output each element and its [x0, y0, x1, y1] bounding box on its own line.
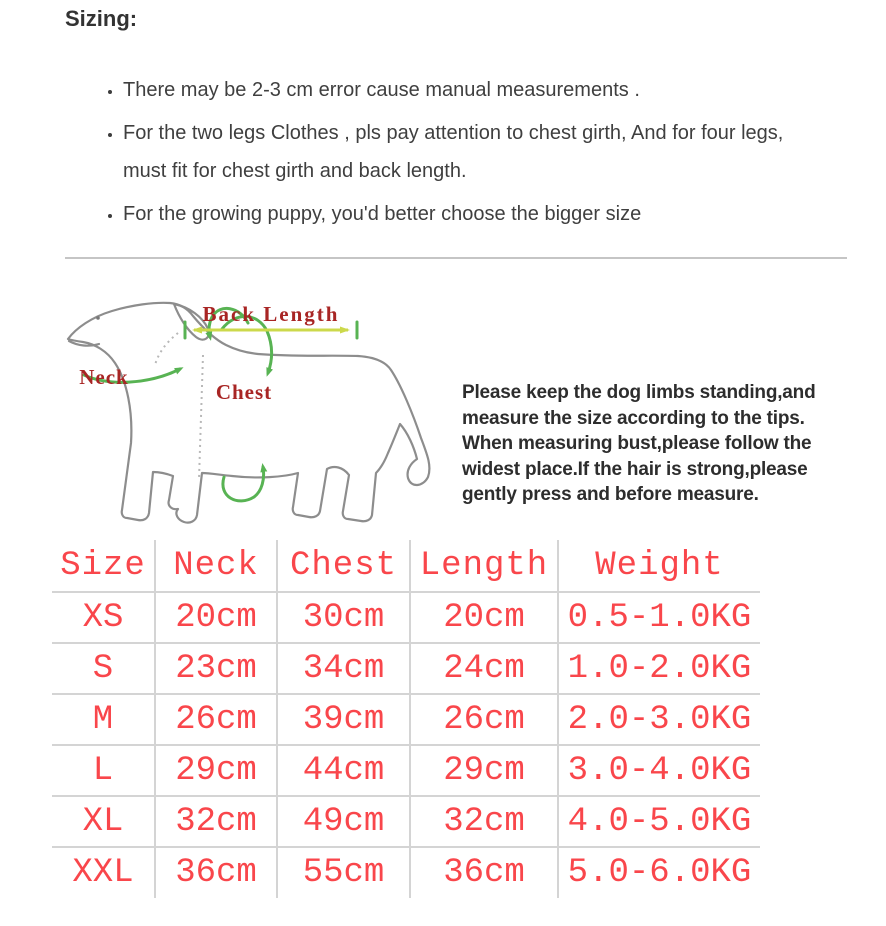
measure-guides: [155, 333, 203, 479]
col-header-size: Size: [52, 540, 155, 592]
sizing-note: • There may be 2-3 cm error cause manual measurements .: [123, 71, 827, 109]
sizing-notes-list: [85, 71, 827, 238]
cell-weight: 5.0-6.0KG: [567, 854, 752, 892]
cell-weight: 3.0-4.0KG: [558, 745, 760, 796]
table-row: [52, 694, 760, 745]
cell-chest: 34cm: [277, 643, 410, 694]
size-chart-table: [52, 540, 760, 898]
cell-neck: 32cm: [155, 796, 277, 847]
cell-size: L: [52, 745, 155, 796]
col-header-weight: Weight: [558, 540, 760, 592]
cell-weight: 2.0-3.0KG: [558, 694, 760, 745]
cell-size: XL: [52, 796, 155, 847]
table-header-row: [52, 540, 760, 592]
cell-neck: 36cm: [155, 847, 277, 898]
cell-chest: 55cm: [277, 847, 410, 898]
dog-eye: [96, 316, 100, 320]
cell-neck: 26cm: [155, 694, 277, 745]
dog-outline: [68, 303, 429, 523]
cell-weight: 4.0-5.0KG: [558, 796, 760, 847]
table-row: [52, 745, 760, 796]
cell-size: XXL: [52, 847, 155, 898]
cell-size: XS: [52, 592, 155, 643]
sizing-note: • For the growing puppy, you'd better choose the bigger size: [123, 195, 827, 233]
measuring-tips: [462, 380, 815, 508]
cell-length: 26cm: [410, 694, 558, 745]
col-header-neck: Neck: [155, 540, 277, 592]
cell-neck: 23cm: [155, 643, 277, 694]
section-title: Sizing:: [65, 6, 138, 31]
tips-line: Please keep the dog limbs standing,and: [462, 382, 816, 403]
tips-line: gently press and before measure.: [462, 484, 759, 505]
chest-bottom-arrow: [223, 467, 264, 501]
col-header-chest: Chest: [277, 540, 410, 592]
cell-length: 32cm: [410, 796, 558, 847]
chest-label: Chest: [215, 380, 273, 404]
tips-line: When measuring bust,please follow the: [462, 433, 812, 454]
table-row: [52, 796, 760, 847]
cell-length: 24cm: [410, 643, 558, 694]
table-row: [52, 592, 760, 643]
chest-guide-dashed: [199, 355, 203, 479]
neck-label: Neck: [79, 365, 129, 389]
cell-neck: 20cm: [155, 592, 277, 643]
neck-guide-dashed: [155, 333, 178, 365]
cell-chest: 39cm: [277, 694, 410, 745]
cell-chest: 30cm: [277, 592, 410, 643]
cell-neck: 29cm: [155, 745, 277, 796]
dog-measurement-diagram: [62, 283, 442, 528]
measurement-figure: [0, 260, 886, 538]
cell-length: 20cm: [410, 592, 558, 643]
table-row: [52, 847, 760, 898]
cell-length: 36cm: [410, 847, 558, 898]
cell-weight: 1.0-2.0KG: [558, 643, 760, 694]
cell-weight: 0.5-1.0KG: [558, 592, 760, 643]
tips-line: measure the size according to the tips.: [462, 407, 805, 429]
tips-line: widest place.If the hair is strong,please: [462, 458, 808, 480]
cell-chest: 49cm: [277, 796, 410, 847]
cell-length: 29cm: [410, 745, 558, 796]
col-header-length: Length: [410, 540, 558, 592]
section-divider: [65, 257, 847, 259]
cell-size: M: [52, 694, 155, 745]
cell-chest: 44cm: [277, 745, 410, 796]
table-row: [52, 643, 760, 694]
cell-size: S: [52, 643, 155, 694]
measure-arrows: [84, 308, 272, 500]
back-length-label: Back Length: [202, 302, 340, 326]
sizing-note: • For the two legs Clothes , pls pay attention to chest girth, And for four legs, must fit for chest girth and back length.: [123, 114, 827, 190]
